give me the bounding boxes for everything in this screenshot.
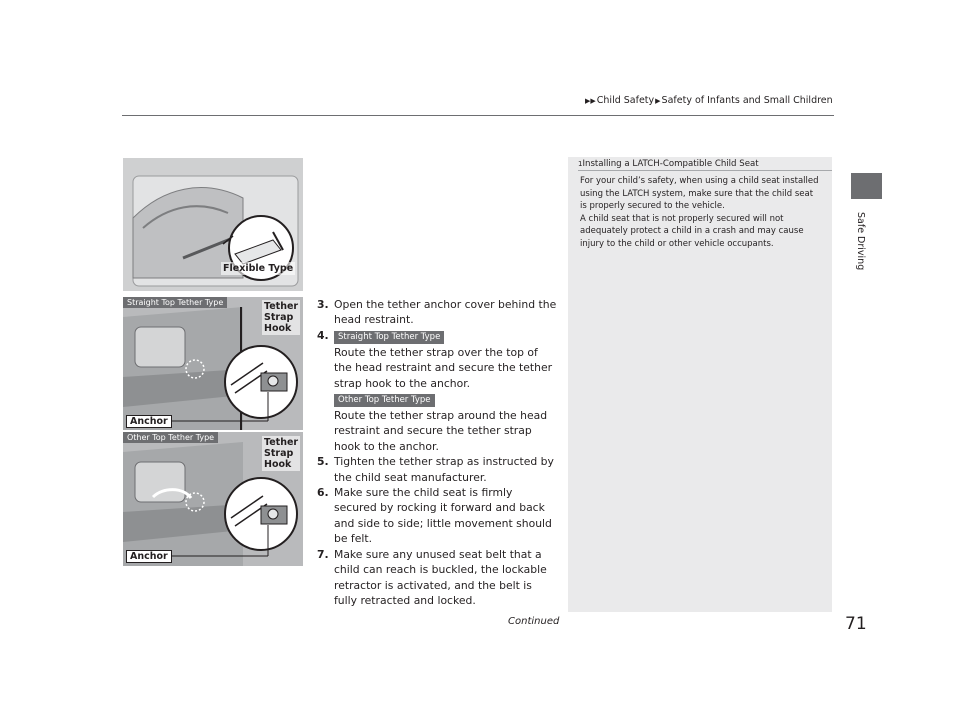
continued-label: Continued (508, 616, 560, 627)
sidebar-divider (578, 170, 832, 171)
other-tether-tag: Other Top Tether Type (334, 394, 435, 407)
triangle-icon: ▶ (655, 97, 661, 105)
step-3 (317, 297, 557, 328)
step-number: 7. (317, 547, 329, 561)
step-text: Route the tether strap around the head restraint and secure the tether strap hook to the anchor. (334, 409, 548, 453)
step-number: 6. (317, 486, 329, 500)
step-6 (317, 485, 557, 547)
step-text: Open the tether anchor cover behind the head restraint. (334, 298, 557, 327)
header-divider (122, 115, 834, 116)
figure-tag: Straight Top Tether Type (123, 297, 227, 308)
step-text: Make sure the child seat is firmly secured by rocking it forward and back and side to side; little movement should be felt. (334, 486, 552, 546)
step-7 (317, 547, 557, 609)
anchor-label: Anchor (126, 415, 172, 428)
reference-icon: 1 (578, 160, 583, 168)
page-number: 71 (845, 614, 867, 634)
step-number: 3. (317, 298, 329, 311)
instruction-steps (317, 297, 557, 608)
step-5 (317, 454, 557, 485)
tether-strap-hook-label: Tether Strap Hook (264, 437, 299, 470)
sidebar-body: For your child’s safety, when using a child seat installed using the LATCH system, make sure that the child seat is properly secured to the vehicle. A child seat that is not properly secured will not adequately protect a child in a crash and may cause injury to the child or other vehicle occupants. (580, 176, 819, 249)
step-4 (317, 328, 557, 454)
straight-tether-illustration (123, 297, 303, 430)
tether-strap-hook-label: Tether Strap Hook (264, 301, 299, 334)
breadcrumb-item: Safety of Infants and Small Children (661, 95, 833, 106)
sidebar-title: 1Installing a LATCH-Compatible Child Seat (578, 159, 759, 169)
sidebar-note (568, 157, 832, 612)
figure-tag: Other Top Tether Type (123, 432, 218, 443)
flexible-type-illustration (123, 158, 303, 291)
section-tab (851, 173, 882, 199)
other-tether-illustration (123, 432, 303, 566)
straight-tether-tag: Straight Top Tether Type (334, 331, 444, 344)
triangle-icon: ▶▶ (585, 97, 596, 105)
anchor-label: Anchor (126, 550, 172, 563)
step-text: Tighten the tether strap as instructed by the child seat manufacturer. (334, 455, 554, 484)
breadcrumb-item: Child Safety (596, 95, 655, 106)
breadcrumb (584, 95, 833, 106)
step-number: 4. (317, 328, 329, 342)
step-number: 5. (317, 455, 329, 469)
flexible-type-label: Flexible Type (223, 263, 294, 274)
step-text: Make sure any unused seat belt that a child can reach is buckled, the lockable retractor is activated, and the belt is fully retracted and locked. (334, 547, 547, 607)
section-label: Safe Driving (855, 212, 866, 271)
step-text: Route the tether strap over the top of the head restraint and secure the tether strap hook to the anchor. (334, 345, 553, 390)
